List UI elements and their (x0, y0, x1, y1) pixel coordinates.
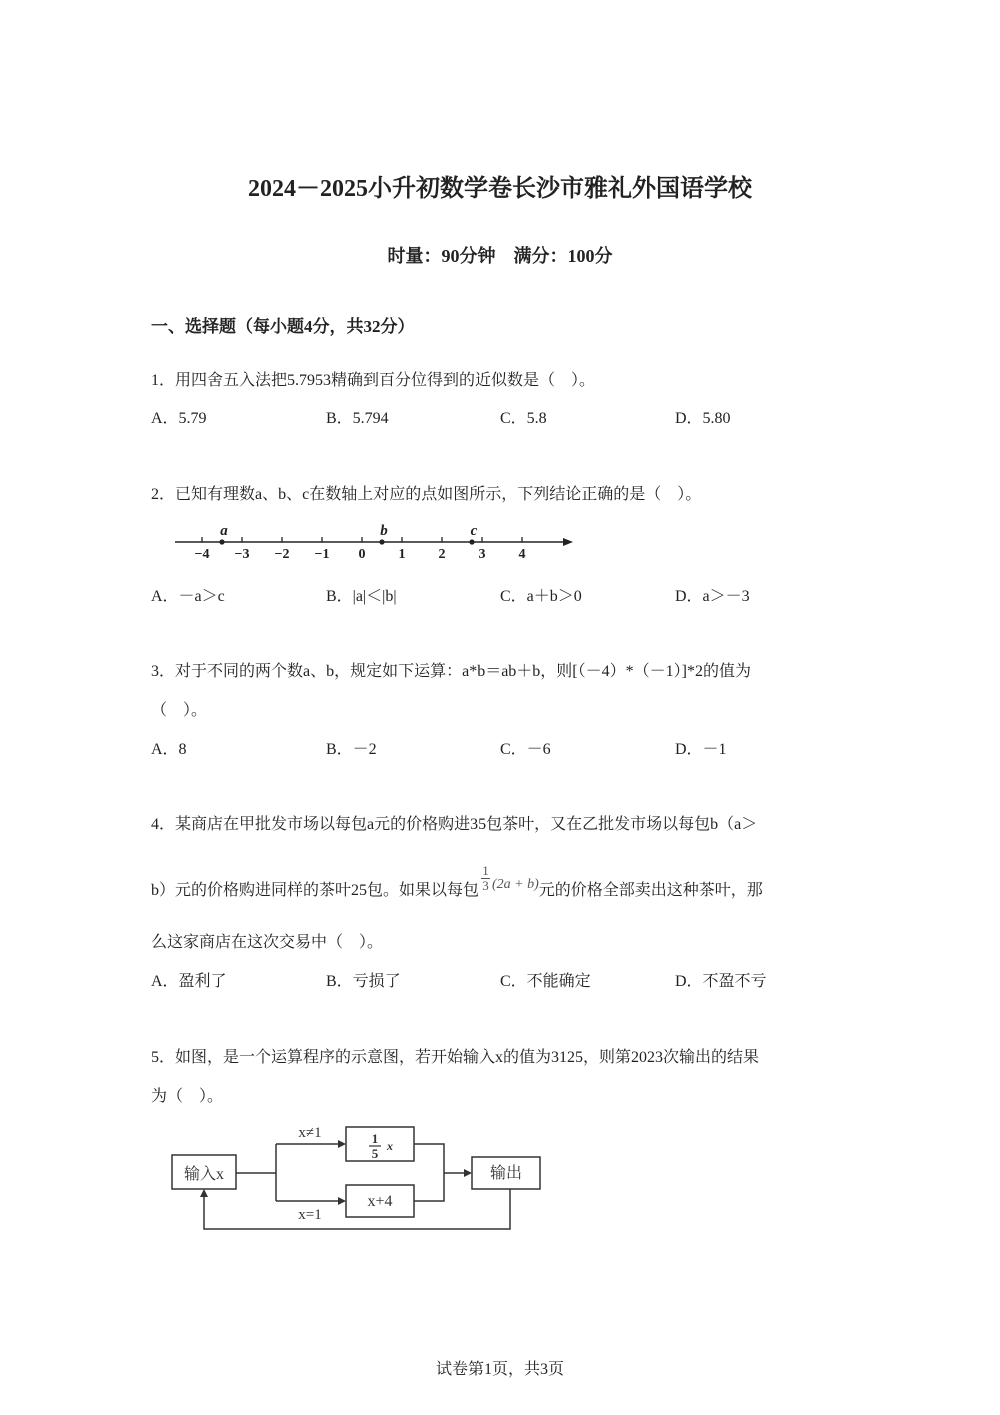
flowchart-figure (160, 1115, 560, 1240)
number-line-tick-label: 0 (358, 547, 366, 562)
number-line-tick-label: −4 (194, 547, 210, 562)
page-footer: 试卷第1页，共3页 (435, 1361, 564, 1378)
arrow-bottom (338, 1197, 346, 1205)
question-5-text-cont: 为（ ）。 (151, 1088, 224, 1105)
flowchart-op-variable: x (387, 1139, 393, 1153)
flowchart-cond-top: x≠1 (298, 1125, 322, 1141)
question-4-option-b: B．亏损了 (326, 973, 401, 990)
question-4-text-cont: 么这家商店在这次交易中（ ）。 (151, 934, 384, 951)
flowchart-op-top-box (346, 1127, 414, 1161)
question-2-text: 2．已知有理数a、b、c在数轴上对应的点如图所示，下列结论正确的是（ ）。 (151, 486, 702, 503)
number-line-point-c (469, 539, 474, 544)
question-4-text-line2 (151, 863, 763, 900)
flowchart-output-label: 输出 (489, 1165, 523, 1182)
section-heading: 一、选择题（每小题4分，共32分） (151, 317, 415, 336)
flowchart-op-denominator: 5 (371, 1146, 379, 1161)
question-2-option-c: C．a＋b＞0 (500, 588, 582, 605)
question-1-option-b: B．5.794 (326, 410, 389, 427)
flowchart-op-numerator: 1 (371, 1131, 379, 1146)
question-4-option-d: D．不盈不亏 (675, 973, 767, 990)
question-3-text-cont: （ ）。 (151, 702, 208, 719)
fraction-numerator: 1 (482, 863, 489, 878)
number-line-arrow (563, 538, 573, 546)
flowchart-op-bottom-label: x+4 (367, 1193, 393, 1210)
exam-info: 时量：90分钟 满分：100分 (387, 246, 613, 266)
flow-line-loop (204, 1189, 510, 1229)
flow-line-merge (414, 1144, 444, 1201)
flowchart-input-label: 输入x (183, 1166, 225, 1183)
question-1-option-d: D．5.80 (675, 410, 731, 427)
fraction-expression: (2a + b) (492, 876, 539, 892)
flowchart-cond-bottom: x=1 (298, 1207, 322, 1223)
arrow-loop (200, 1189, 208, 1197)
question-4-text-after: 元的价格全部卖出这种茶叶，那 (538, 882, 763, 899)
fraction-one-third (481, 864, 490, 893)
question-2-option-d: D．a＞－3 (675, 588, 750, 605)
page-title: 2024－2025小升初数学卷长沙市雅礼外国语学校 (248, 176, 752, 202)
question-5-text: 5．如图，是一个运算程序的示意图，若开始输入x的值为3125，则第2023次输出的结果 (151, 1049, 760, 1066)
arrow-top (338, 1140, 346, 1148)
number-line-point-label-a: a (220, 523, 228, 539)
number-line-tick-label: −1 (314, 547, 330, 562)
question-1-option-a: A．5.79 (151, 410, 207, 427)
number-line-point-label-c: c (470, 523, 478, 539)
question-1-text: 1．用四舍五入法把5.7953精确到百分位得到的近似数是（ ）。 (151, 372, 596, 389)
question-3-text: 3．对于不同的两个数a、b，规定如下运算：a*b＝ab＋b，则[（－4）*（－1）]*2的值为 (151, 663, 751, 680)
number-line-point-b (379, 539, 384, 544)
fraction-denominator: 3 (482, 878, 489, 893)
number-line-tick-label: 1 (398, 547, 406, 562)
question-3-option-a: A．8 (151, 741, 187, 758)
question-3-option-b: B．－2 (326, 741, 377, 758)
question-1-option-c: C．5.8 (500, 410, 547, 427)
question-4-text: 4．某商店在甲批发市场以每包a元的价格购进35包茶叶，又在乙批发市场以每包b（a＞ (151, 816, 758, 833)
question-3-option-d: D．－1 (675, 741, 727, 758)
question-4-option-c: C．不能确定 (500, 973, 591, 990)
question-4-text-before: b）元的价格购进同样的茶叶25包。如果以每包 (151, 882, 480, 899)
number-line-tick-label: 3 (478, 547, 486, 562)
arrow-output (464, 1169, 472, 1177)
number-line-tick-label: 2 (438, 547, 446, 562)
number-line-point-label-b: b (380, 523, 388, 539)
number-line-tick-label: −3 (234, 547, 250, 562)
number-line-tick-label: 4 (518, 547, 526, 562)
question-4-option-a: A．盈利了 (151, 973, 227, 990)
number-line-point-a (219, 539, 224, 544)
question-3-option-c: C．－6 (500, 741, 551, 758)
question-2-option-b: B．|a|＜|b| (326, 588, 397, 605)
number-line-tick-label: −2 (274, 547, 290, 562)
question-2-option-a: A．－a＞c (151, 588, 225, 605)
number-line-figure (165, 515, 585, 567)
